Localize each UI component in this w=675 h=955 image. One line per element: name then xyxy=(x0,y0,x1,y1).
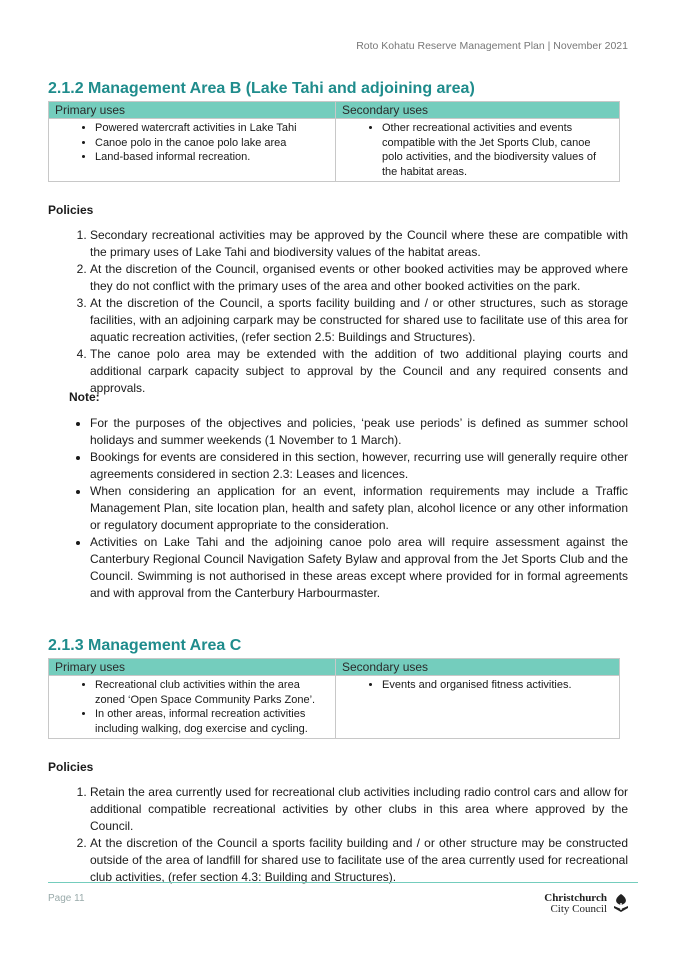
primary-uses-header: Primary uses xyxy=(49,102,336,119)
list-item: • Events and organised fitness activities. xyxy=(382,678,613,693)
list-item: • Recreational club activities within the area zoned ‘Open Space Community Parks Zone’. xyxy=(95,678,329,707)
list-item: • Land-based informal recreation. xyxy=(95,150,329,165)
list-item: • Other recreational activities and events compatible with the Jet Sports Club, canoe polo activities, and the biodiversity values of the habitat areas. xyxy=(382,121,613,179)
running-header: Roto Kohatu Reserve Management Plan | November 2021 xyxy=(356,40,628,52)
primary-uses-list xyxy=(55,678,329,736)
list-item: • When considering an application for an event, information requirements may include a Traffic Management Plan, site location plan, health and safety plan, alcohol licence or any other information or regulatory document appropriate to the consideration. xyxy=(90,483,628,534)
list-item: 4. The canoe polo area may be extended with the addition of two additional playing courts and additional carpark capacity subject to approval by the Council and any required consents and approvals. xyxy=(90,346,628,397)
section-c-uses-table xyxy=(48,658,620,739)
section-c-title: 2.1.3 Management Area C xyxy=(48,637,242,654)
secondary-uses-header: Secondary uses xyxy=(336,659,620,676)
list-item: 2. At the discretion of the Council a sports facility building and / or other structure may be constructed outside of the area of landfill for shared use to facilitate use of the area currently used for recreational club activities, (refer section 4.3: Building and Structures). xyxy=(90,835,628,886)
footer-divider xyxy=(48,882,638,883)
list-item: 3. At the discretion of the Council, a sports facility building and / or other structures, such as storage facilities, with an adjoining carpark may be constructed for shared use to facilitate use of this area for aquatic recreation activities, (refer section 2.5: Buildings and Structures). xyxy=(90,295,628,346)
list-item: 2. At the discretion of the Council, organised events or other booked activities may be approved where they do not conflict with the primary uses of the area and other booked activities on the park. xyxy=(90,261,628,295)
list-item: • Powered watercraft activities in Lake Tahi xyxy=(95,121,329,136)
list-item: 1. Secondary recreational activities may be approved by the Council where these are compatible with the primary uses of Lake Tahi and biodiversity values of the habitat areas. xyxy=(90,227,628,261)
secondary-uses-list xyxy=(342,678,613,693)
policies-label: Policies xyxy=(48,760,94,774)
section-b-uses-table xyxy=(48,101,620,182)
section-c-policies-list xyxy=(48,784,628,886)
list-item: • In other areas, informal recreation activities including walking, dog exercise and cycling. xyxy=(95,707,329,736)
primary-uses-header: Primary uses xyxy=(49,659,336,676)
list-item: • Activities on Lake Tahi and the adjoining canoe polo area will require assessment against the Canterbury Regional Council Navigation Safety Bylaw and approval from the Jet Sports Club and the Council. Swimming is not authorised in these areas except where provided for in formal agreements and with approval from the Canterbury Harbourmaster. xyxy=(90,534,628,602)
council-logo-text xyxy=(544,893,607,915)
list-item: 1. Retain the area currently used for recreational club activities including radio control cars and allow for additional compatible recreational activities by other clubs in this area where approved by the Council. xyxy=(90,784,628,835)
primary-uses-cell xyxy=(49,676,336,739)
list-item: • Canoe polo in the canoe polo lake area xyxy=(95,136,329,151)
note-label: Note: xyxy=(69,390,100,404)
secondary-uses-header: Secondary uses xyxy=(336,102,620,119)
secondary-uses-cell xyxy=(336,676,620,739)
logo-line-2: City Council xyxy=(550,903,607,915)
section-b-notes-list xyxy=(48,415,628,602)
primary-uses-list xyxy=(55,121,329,165)
primary-uses-cell xyxy=(49,119,336,182)
policies-label: Policies xyxy=(48,203,94,217)
list-item: • For the purposes of the objectives and policies, ‘peak use periods’ is defined as summer school holidays and summer weekends (1 November to 1 March). xyxy=(90,415,628,449)
section-b-policies-list xyxy=(48,227,628,397)
list-item: • Bookings for events are considered in this section, however, recurring use will generally require other agreements considered in section 2.3: Leases and licences. xyxy=(90,449,628,483)
secondary-uses-list xyxy=(342,121,613,179)
page-number: Page 11 xyxy=(48,893,85,904)
council-logo-icon xyxy=(612,893,630,913)
logo-line-1: Christchurch xyxy=(544,892,607,904)
section-b-title: 2.1.2 Management Area B (Lake Tahi and adjoining area) xyxy=(48,80,475,97)
secondary-uses-cell xyxy=(336,119,620,182)
